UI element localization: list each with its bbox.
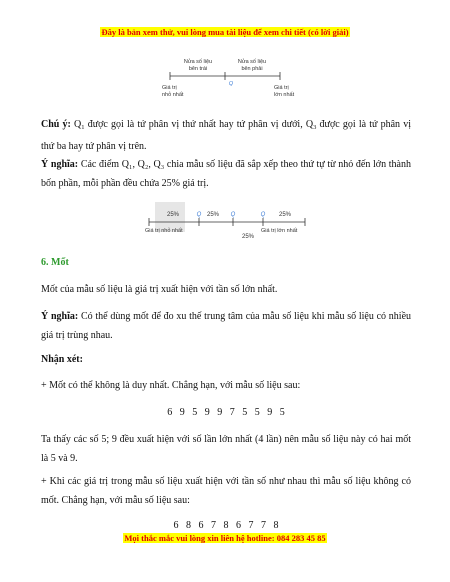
preview-banner [0,27,450,37]
note-text-1: được gọi là tứ phân vị thứ nhất hay tứ phân vị dưới, Q [87,119,314,130]
meaning2-text: Có thể dùng mốt để đo xu thế trung tâm của mẫu số liệu khi mẫu số liệu có nhiều giá trị trùng nhau. [41,311,412,341]
hotline-banner [0,533,450,543]
right-half-label-1: Nửa số liệu [237,59,267,65]
meaning1-text: Các điểm Q₁, Q₂, Q₃ chia mẫu số liệu đã sắp xếp theo thứ tự từ nhỏ đến lớn thành bốn phần, mỗi phần đều chứa 25% giá trị. [41,159,411,189]
right-half-label-2: bên phải [241,66,263,72]
max-value-label: Giá trị lớn nhất [261,228,298,234]
min-label-2: nhỏ nhất [162,92,184,98]
note-paragraph [41,115,411,156]
quartile-25-diagram [135,202,315,242]
quartile-half-diagram [150,56,300,104]
remark1-text: + Mốt có thể không là duy nhất. Chẳng hạn, với mẫu số liệu sau: [41,380,301,391]
q1-marker: Q [196,212,202,218]
remark2-text: + Khi các giá trị trong mẫu số liệu xuất hiện với tần số như nhau thì mẫu số liệu không có mốt. Chẳng hạn, với mẫu số liệu sau: [41,476,411,506]
hotline-banner-text: Mọi thắc mắc vui lòng xin liên hệ hotline: 084 283 45 85 [124,533,326,543]
preview-banner-text: Đây là bản xem thử, vui lòng mua tài liệu để xem chi tiết (có lời giải) [101,27,349,37]
sample1-values: 6 9 5 9 9 7 5 5 9 5 [167,407,285,418]
pct-label-4: 25% [278,212,292,218]
q1-subscript: 1 [81,124,85,131]
q-marker: Q [228,81,234,87]
meaning1-paragraph [41,155,411,193]
q3-subscript: 3 [313,124,317,131]
left-half-label-2: bên trái [188,66,208,72]
note-text-2: được gọi là tứ phân vị thứ ba hay tứ phân vị trên. [41,119,412,152]
pct-label-1: 25% [166,212,180,218]
meaning2-label: Ý nghĩa: [41,311,79,322]
meaning2-paragraph [41,307,411,345]
meaning1-label: Ý nghĩa: [41,159,79,170]
q1-symbol: Q [74,119,82,130]
left-half-label-1: Nửa số liệu [183,59,213,65]
max-label-1: Giá trị [274,85,289,91]
mode-definition: Mốt của mẫu số liệu là giá trị xuất hiện với tần số lớn nhất. [41,284,278,295]
remark-label: Nhận xét: [41,354,83,365]
q3-marker: Q [260,212,266,218]
max-label-2: lớn nhất [274,92,295,98]
sample2-values: 6 8 6 7 8 6 7 7 8 [173,520,279,531]
min-label-1: Giá trị [162,85,177,91]
remark-heading [41,350,411,369]
section6-heading: 6. Mốt [41,257,69,268]
remark1-conclusion: Ta thấy các số 5; 9 đều xuất hiện với số lần lớn nhất (4 lần) nên mẫu số liệu này có hai mốt là 5 và 9. [41,434,411,464]
pct-label-2: 25% [206,212,220,218]
note-label: Chú ý: [41,119,71,130]
q2-marker: Q [230,212,236,218]
pct-label-3: 25% [241,234,255,240]
min-value-label: Giá trị nhỏ nhất [145,228,183,234]
